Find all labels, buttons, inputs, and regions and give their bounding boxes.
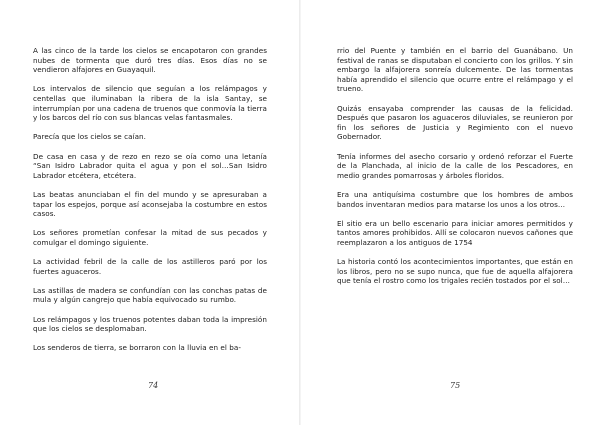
page-number-left: 74 — [148, 381, 159, 390]
paragraph: Los señores prometían confesar la mitad de sus pecados y comulgar el domingo siguiente. — [33, 228, 267, 247]
paragraph: Los relámpagos y los truenos potentes daban toda la impresión que los cielos se desplomaban. — [33, 314, 267, 334]
left-page-text — [33, 46, 267, 363]
paragraph: La actividad febril de la calle de los astilleros paró por los fuertes aguaceros. — [33, 257, 267, 276]
paragraph: rrio del Puente y también en el barrio del Guanábano. Un festival de ranas se disputaban el concierto con los grillos. Y sin embargo la alfajorera sonreía dulcemente. De las tormentas había aprendido el silencio que ocurre entre el relámpago y el trueno. — [337, 46, 573, 94]
page-number-right: 75 — [450, 381, 461, 390]
paragraph: Las astillas de madera se confundían con las conchas patas de mula y algún cangrejo que había equivocado su rumbo. — [33, 285, 267, 305]
right-page-text — [337, 46, 573, 295]
paragraph: Era una antiquísima costumbre que los hombres de ambos bandos inventaran medios para matarse los unos a los otros… — [337, 189, 573, 209]
paragraph: El sitio era un bello escenario para iniciar amores permitidos y tantos amores prohibidos. Allí se colocaron nuevos cañones que reemplazaron a los antiguos de 1754 — [337, 218, 573, 247]
paragraph: Tenía informes del asecho corsario y ordenó reforzar el Fuerte de la Planchada, al inicio de la calle de los Pescadores, en medio grandes pomarrosas y árboles floridos. — [337, 151, 573, 180]
paragraph: De casa en casa y de rezo en rezo se oía como una letanía “San Isidro Labrador quita el agua y pon el sol…San Isidro Labrador etcétera, etcétera. — [33, 151, 267, 180]
paragraph: Los senderos de tierra, se borraron con la lluvia en el ba- — [33, 343, 241, 353]
paragraph: A las cinco de la tarde los cielos se encapotaron con grandes nubes de tormenta que duró tres días. Esos días no se vendieron alfajores en Guayaquil. — [33, 46, 267, 75]
paragraph: La historia contó los acontecimientos importantes, que están en los libros, pero no se supo nunca, que fue de aquella alfajorera que tenía el rostro como los trigales recién tostados por el sol… — [337, 257, 573, 286]
paragraph: Los intervalos de silencio que seguían a los relámpagos y centellas que iluminaban la ribera de la isla Santay, se interrumpían por una cadena de truenos que conmovía la tierra y los barcos del río con sus blancas velas fantasmales. — [33, 84, 267, 123]
right-page — [300, 0, 600, 425]
paragraph: Las beatas anunciaban el fin del mundo y se apresuraban a tapar los espejos, porque así aconsejaba la costumbre en estos casos. — [33, 189, 267, 219]
paragraph: Quizás ensayaba comprender las causas de la felicidad. Después que pasaron los aguaceros diluviales, se reunieron por fin los señores de Justicia y Regimiento con el nuevo Gobernador. — [337, 103, 573, 142]
paragraph: Parecía que los cielos se caían. — [33, 132, 146, 142]
